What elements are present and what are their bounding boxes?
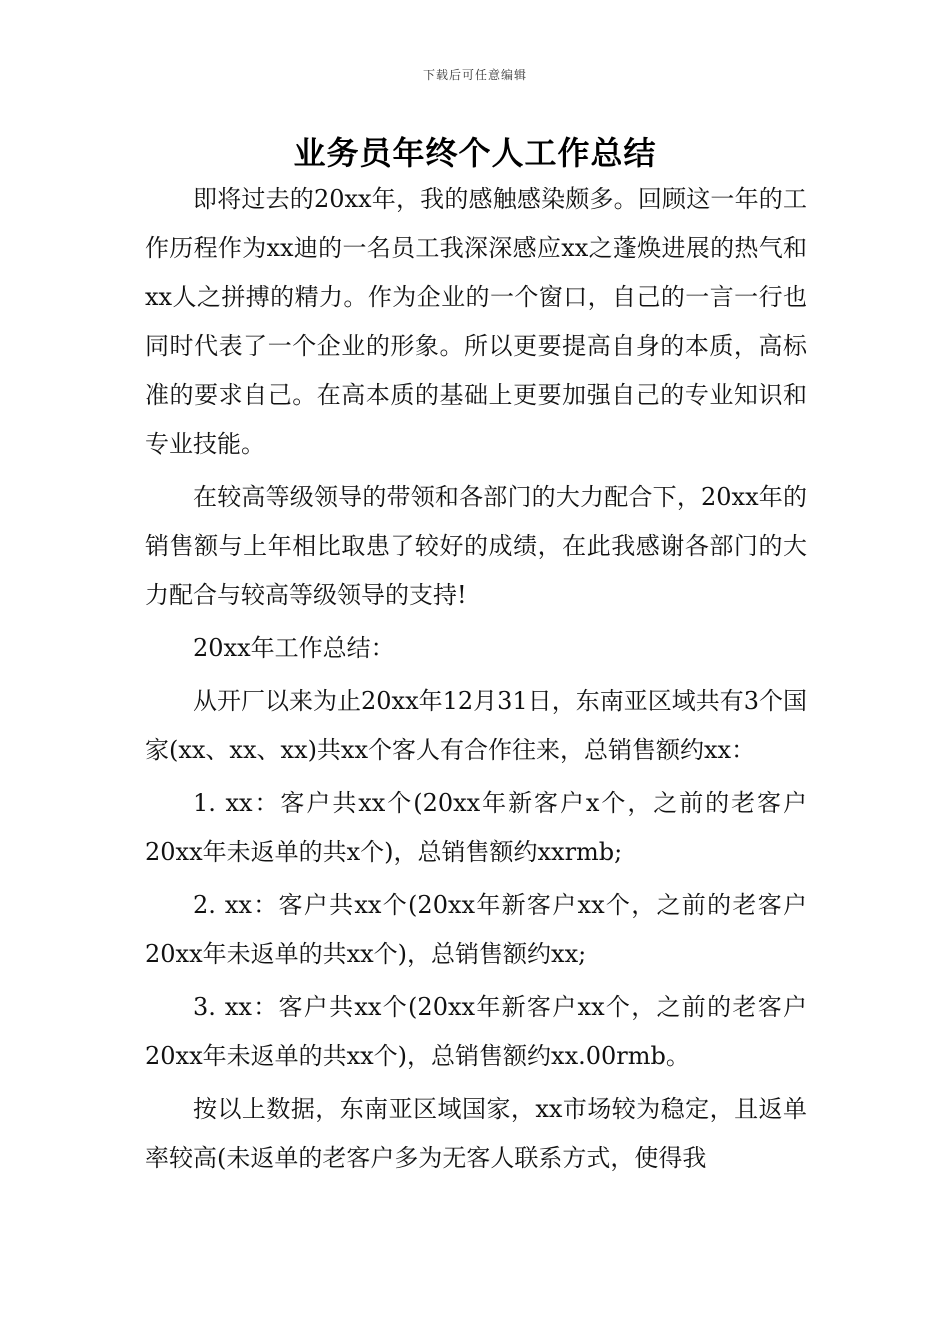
paragraph-analysis: 按以上数据，东南亚区域国家，xx市场较为稳定，且返单率较高(未返单的老客户多为无客人联系方式，使得我 <box>145 1095 807 1172</box>
list-item-3: 3. xx：客户共xx个(20xx年新客户xx个，之前的老客户20xx年未返单的共xx个)，总销售额约xx.00rmb。 <box>145 993 807 1070</box>
document-title: 业务员年终个人工作总结 <box>293 134 657 172</box>
paragraph-region-overview: 从开厂以来为止20xx年12月31日，东南亚区域共有3个国家(xx、xx、xx)共xx个客人有合作往来，总销售额约xx： <box>145 687 807 764</box>
paragraph-intro: 即将过去的20xx年，我的感触感染颇多。回顾这一年的工作历程作为xx迪的一名员工我深深感应xx之蓬焕进展的热气和xx人之拼搏的精力。作为企业的一个窗口，自己的一言一行也同时代表了一个企业的形象。所以更要提高自身的本质，高标准的要求自己。在高本质的基础上更要加强自己的专业知识和专业技能。 <box>145 185 807 458</box>
paragraph-thanks: 在较高等级领导的带领和各部门的大力配合下，20xx年的销售额与上年相比取患了较好的成绩，在此我感谢各部门的大力配合与较高等级领导的支持! <box>145 483 807 609</box>
paragraph-summary-heading: 20xx年工作总结： <box>193 634 395 662</box>
header-note: 下载后可任意编辑 <box>422 68 527 82</box>
document-body <box>145 175 807 1183</box>
list-item-1: 1. xx：客户共xx个(20xx年新客户x个，之前的老客户20xx年未返单的共x个)，总销售额约xxrmb; <box>145 789 807 866</box>
list-item-2: 2. xx：客户共xx个(20xx年新客户xx个，之前的老客户20xx年未返单的共xx个)，总销售额约xx; <box>145 891 807 968</box>
